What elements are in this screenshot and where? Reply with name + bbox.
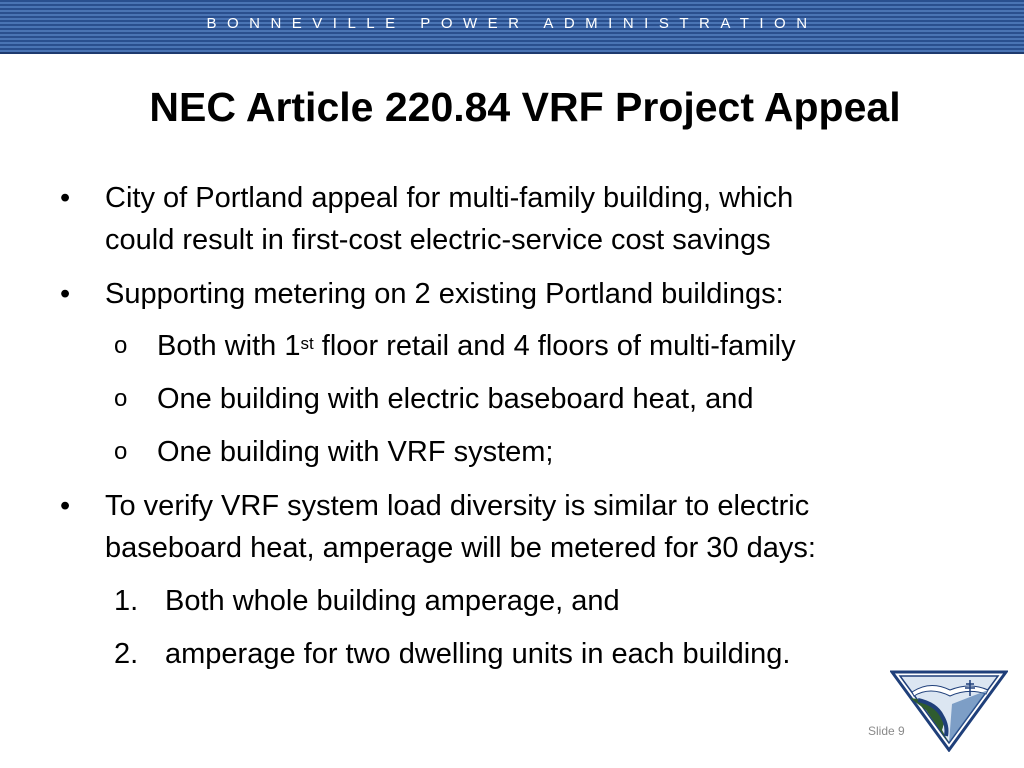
numbered-item: amperage for two dwelling units in each building. bbox=[165, 638, 791, 670]
sub-bullet-text: Both with 1 bbox=[157, 330, 301, 362]
sub-bullet-marker: o bbox=[114, 332, 128, 359]
bullet-item-line: baseboard heat, amperage will be metered for 30 days: bbox=[105, 532, 816, 564]
organization-name: BONNEVILLE POWER ADMINISTRATION bbox=[206, 15, 818, 32]
numbered-item: Both whole building amperage, and bbox=[165, 585, 620, 617]
sub-bullet-text: floor retail and 4 floors of multi-family bbox=[313, 330, 796, 362]
bullet-marker: • bbox=[60, 182, 71, 214]
bpa-logo bbox=[890, 670, 1008, 752]
bullet-marker: • bbox=[60, 490, 71, 522]
numbered-marker: 1. bbox=[114, 585, 139, 617]
bullet-item-line: could result in first-cost electric-service cost savings bbox=[105, 224, 771, 256]
superscript: st bbox=[300, 334, 314, 353]
bullet-item-line: Supporting metering on 2 existing Portland buildings: bbox=[105, 278, 784, 310]
header-banner bbox=[0, 0, 1024, 54]
slide-number: Slide 9 bbox=[868, 724, 905, 738]
sub-bullet-marker: o bbox=[114, 438, 128, 465]
sub-bullet-marker: o bbox=[114, 385, 128, 412]
numbered-marker: 2. bbox=[114, 638, 139, 670]
bullet-marker: • bbox=[60, 278, 71, 310]
bullet-item-line: City of Portland appeal for multi-family building, which bbox=[105, 182, 794, 214]
sub-bullet-item: One building with VRF system; bbox=[157, 436, 554, 468]
sub-bullet-item: One building with electric baseboard heat, and bbox=[157, 383, 754, 415]
sub-bullet-item bbox=[157, 325, 796, 367]
slide-title: NEC Article 220.84 VRF Project Appeal bbox=[149, 84, 901, 130]
bullet-item-line: To verify VRF system load diversity is similar to electric bbox=[105, 490, 810, 522]
